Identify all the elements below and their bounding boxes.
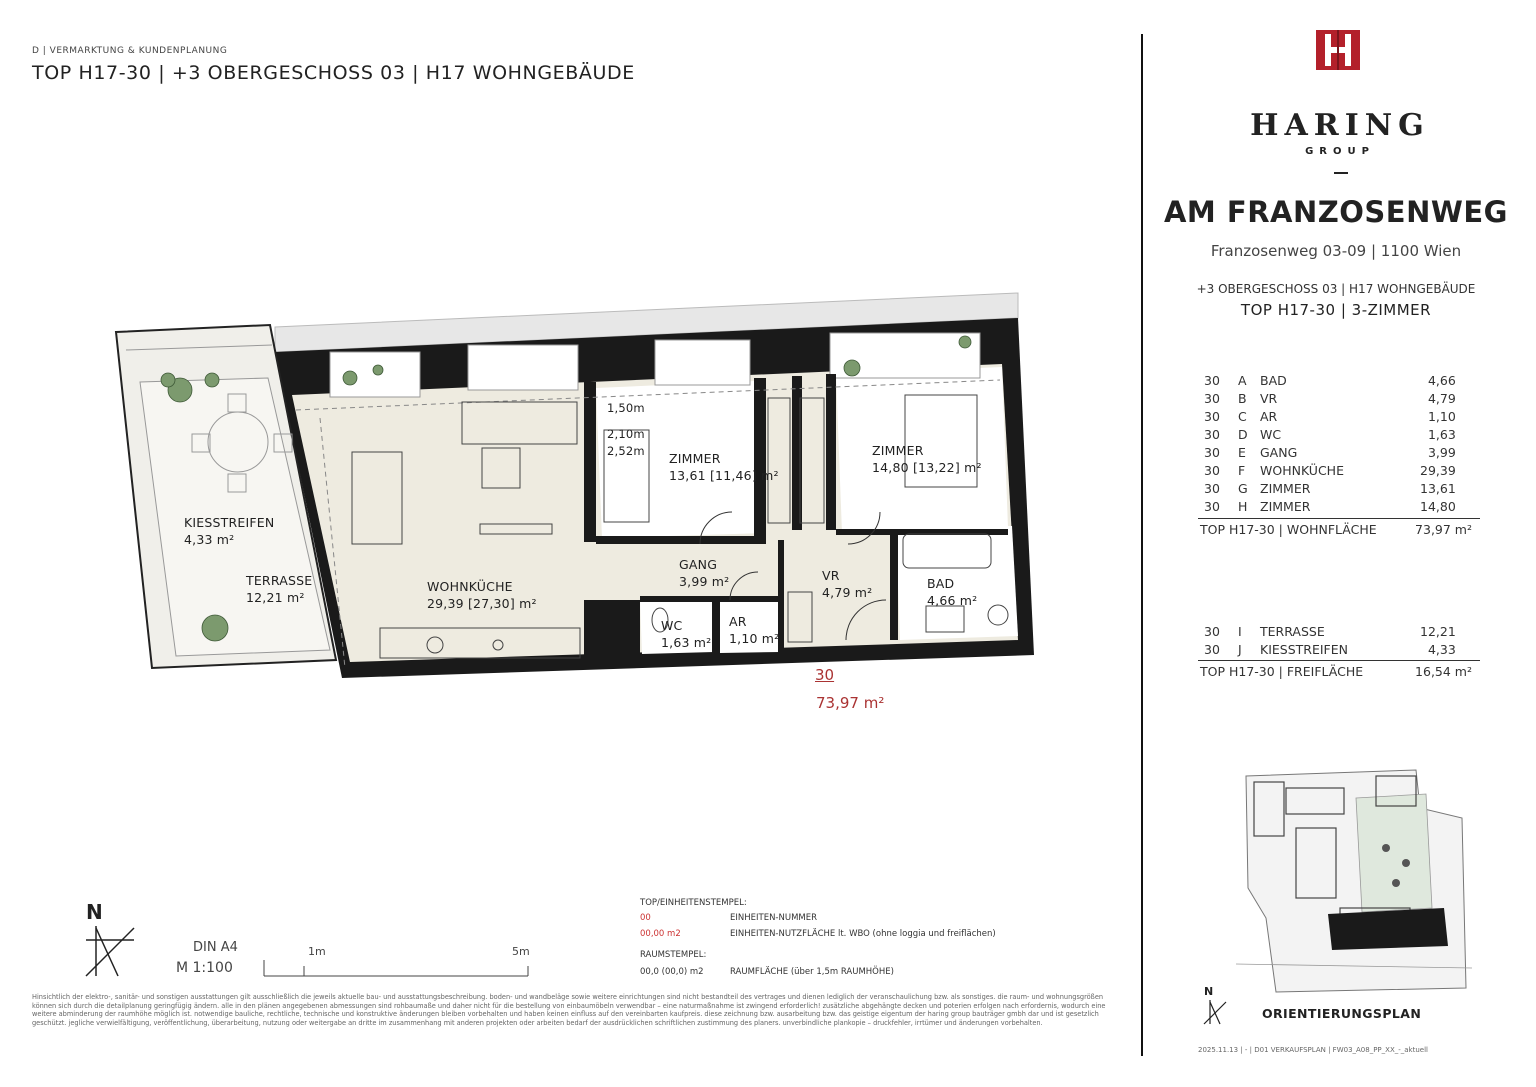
height-label-2: 2,10m [607,427,645,441]
label-terrasse-name: TERRASSE [246,573,313,588]
room-row [1204,480,1456,498]
project-address: Franzosenweg 03-09 | 1100 Wien [1210,242,1462,260]
label-gang-area: 3,99 m² [679,574,730,589]
orientation-north-arrow-icon [1200,998,1230,1026]
label-wohnkueche-area: 29,39 [27,30] m² [427,596,537,611]
room-area: 29,39 [1420,463,1456,478]
orientation-north-label: N [1204,985,1214,998]
room-row [1204,426,1456,444]
room-table [1204,372,1456,516]
label-bad-name: BAD [927,576,955,591]
free-area-area: 4,33 [1427,642,1456,657]
disclaimer-text: Hinsichtlich der elektro-, sanitär- und sonstigen ausstattungen gilt ausschließlich die jeweils aktuelle bau- und ausstattungsbeschreibung. boden- und wandbeläge sowie weitere einrichtungen sind nicht bestandteil des vertrages und dienen lediglich der veranschaulichung bzw. als sonstiges. die raum- und wohnungsgrößen können sich durch die detailplanung geringfügig ändern. alle in den plänen angegebenen abmessungen sind rohbaumaße und daher nicht für die bestellung von einbaumöbeln verwendbar – eine naturmaßnahme ist zwingend erforderlich! zusätzliche abgehängte decken und poterien erfolgen nach erfordernis, wodurch eine weitere abminderung der raumhöhe möglich ist. notwendige bauliche, rechtliche, technische und konstruktive änderungen bleiben vorbehalten und haben keinen einfluss auf den vereinbarten kaufpreis. diese zeichnung bzw. ausarbeitung bzw. das geistige eigentum der haring group bauträger gmbh dar und ist gesetzlich geschützt. jegliche verwielfältigung, veröffentlichung, überarbeitung, nutzung oder weitergabe an dritte im zusammenhang mit anderen projekten oder arbeiten bedarf der ausdrücklichen schriftlichen zustimmung des planers. unverbindliche plankopie – druckfehler, irrtümer und änderungen vorbehalten. [32,993,1106,1027]
room-name: WOHNKÜCHE [1260,463,1344,478]
room-area: 14,80 [1420,499,1456,514]
free-area-table [1204,623,1456,659]
room-name: BAD [1260,373,1287,388]
room-code: E [1238,445,1246,460]
page-title: TOP H17-30 | +3 OBERGESCHOSS 03 | H17 WOHNGEBÄUDE [32,62,635,84]
free-sum-line [1198,660,1480,661]
stamp-ex3-text: RAUMFLÄCHE (über 1,5m RAUMHÖHE) [730,967,894,977]
vertical-divider [1141,34,1143,1056]
project-top: TOP H17-30 | 3-ZIMMER [1240,301,1432,319]
project-title: AM FRANZOSENWEG [1163,195,1508,229]
room-row [1204,390,1456,408]
room-sum-line [1198,518,1480,519]
free-area-area: 12,21 [1420,624,1456,639]
free-area-nr: 30 [1204,642,1220,657]
label-wohnkueche-name: WOHNKÜCHE [427,579,513,594]
label-zimmer1-name: ZIMMER [669,451,721,466]
free-area-name: KIESSTREIFEN [1260,642,1348,657]
stamp-ex3-code: 00,0 (00,0) m2 [640,967,704,977]
room-code: A [1238,373,1247,388]
room-nr: 30 [1204,499,1220,514]
label-kiesstreifen-name: KIESSTREIFEN [184,515,275,530]
room-name: AR [1260,409,1278,424]
project-floor: +3 OBERGESCHOSS 03 | H17 WOHNGEBÄUDE [1196,282,1476,296]
wohnflaeche-label: TOP H17-30 | WOHNFLÄCHE [1200,522,1377,537]
room-row [1204,462,1456,480]
label-vr-area: 4,79 m² [822,585,873,600]
department-label: D | VERMARKTUNG & KUNDENPLANUNG [32,46,228,56]
unit-area: 73,97 m² [816,694,885,712]
room-row [1204,372,1456,390]
label-kiesstreifen-area: 4,33 m² [184,532,235,547]
brand-sub: GROUP [1305,146,1375,157]
label-bad-area: 4,66 m² [927,593,978,608]
label-terrasse-area: 12,21 m² [246,590,305,605]
paper-format: DIN A4 [193,940,238,955]
orientation-plan-label: ORIENTIERUNGSPLAN [1262,1006,1422,1021]
room-code: G [1238,481,1248,496]
room-name: GANG [1260,445,1298,460]
scale-ratio: M 1:100 [176,960,233,976]
room-area: 4,79 [1427,391,1456,406]
scale-tick-1m: 1m [308,945,326,958]
room-area: 1,10 [1427,409,1456,424]
free-area-code: J [1238,642,1242,657]
room-code: C [1238,409,1247,424]
label-zimmer1-area: 13,61 [11,46] m² [669,468,779,483]
unit-number: 30 [815,666,835,684]
height-label-1: 1,50m [607,401,645,415]
stamp-ex1-text: EINHEITEN-NUMMER [730,913,818,923]
room-code: F [1238,463,1246,478]
room-area: 1,63 [1427,427,1456,442]
label-gang-name: GANG [679,557,718,572]
room-nr: 30 [1204,427,1220,442]
wohnflaeche-row [1200,522,1472,537]
freiflaeche-row [1200,664,1472,679]
room-nr: 30 [1204,463,1220,478]
room-nr: 30 [1204,391,1220,406]
free-area-row [1204,641,1456,659]
label-vr-name: VR [822,568,840,583]
scale-tick-5m: 5m [512,945,530,958]
north-arrow-icon [80,920,140,980]
stamp-ex2-code: 00,00 m2 [640,929,681,939]
free-area-code: I [1238,624,1242,639]
freiflaeche-value: 16,54 m² [1415,664,1472,679]
free-area-nr: 30 [1204,624,1220,639]
room-area: 4,66 [1427,373,1456,388]
free-area-name: TERRASSE [1260,624,1325,639]
room-code: D [1238,427,1248,442]
north-label: N [86,900,103,924]
stamp-title-1: TOP/EINHEITENSTEMPEL: [640,898,747,908]
room-name: ZIMMER [1260,499,1311,514]
room-name: VR [1260,391,1278,406]
label-zimmer2-area: 14,80 [13,22] m² [872,460,982,475]
room-name: WC [1260,427,1282,442]
stamp-ex2-text: EINHEITEN-NUTZFLÄCHE lt. WBO (ohne loggia und freiflächen) [730,929,996,939]
room-area: 3,99 [1427,445,1456,460]
scale-bar [262,958,530,980]
stamp-title-2: RAUMSTEMPEL: [640,950,707,960]
label-ar-area: 1,10 m² [729,631,780,646]
label-zimmer2-name: ZIMMER [872,443,924,458]
room-code: B [1238,391,1247,406]
orientation-plan [1236,768,1472,994]
room-row [1204,408,1456,426]
label-wc-area: 1,63 m² [661,635,712,650]
footer-code: 2025.11.13 | - | D01 VERKAUFSPLAN | FW03_A08_PP_XX_-_aktuell [1198,1046,1428,1054]
brand-name: HARING [1250,108,1430,143]
room-area: 13,61 [1420,481,1456,496]
haring-logo-icon [1316,30,1360,70]
height-label-3: 2,52m [607,444,645,458]
label-ar-name: AR [729,614,747,629]
room-nr: 30 [1204,409,1220,424]
room-code: H [1238,499,1248,514]
room-nr: 30 [1204,445,1220,460]
free-area-row [1204,623,1456,641]
room-row [1204,444,1456,462]
wohnflaeche-value: 73,97 m² [1415,522,1472,537]
room-nr: 30 [1204,481,1220,496]
label-wc-name: WC [661,618,683,633]
brand-dash [1334,172,1348,174]
freiflaeche-label: TOP H17-30 | FREIFLÄCHE [1200,664,1364,679]
room-name: ZIMMER [1260,481,1311,496]
floor-plan [100,285,1040,685]
room-nr: 30 [1204,373,1220,388]
stamp-ex1-code: 00 [640,913,651,923]
room-row [1204,498,1456,516]
